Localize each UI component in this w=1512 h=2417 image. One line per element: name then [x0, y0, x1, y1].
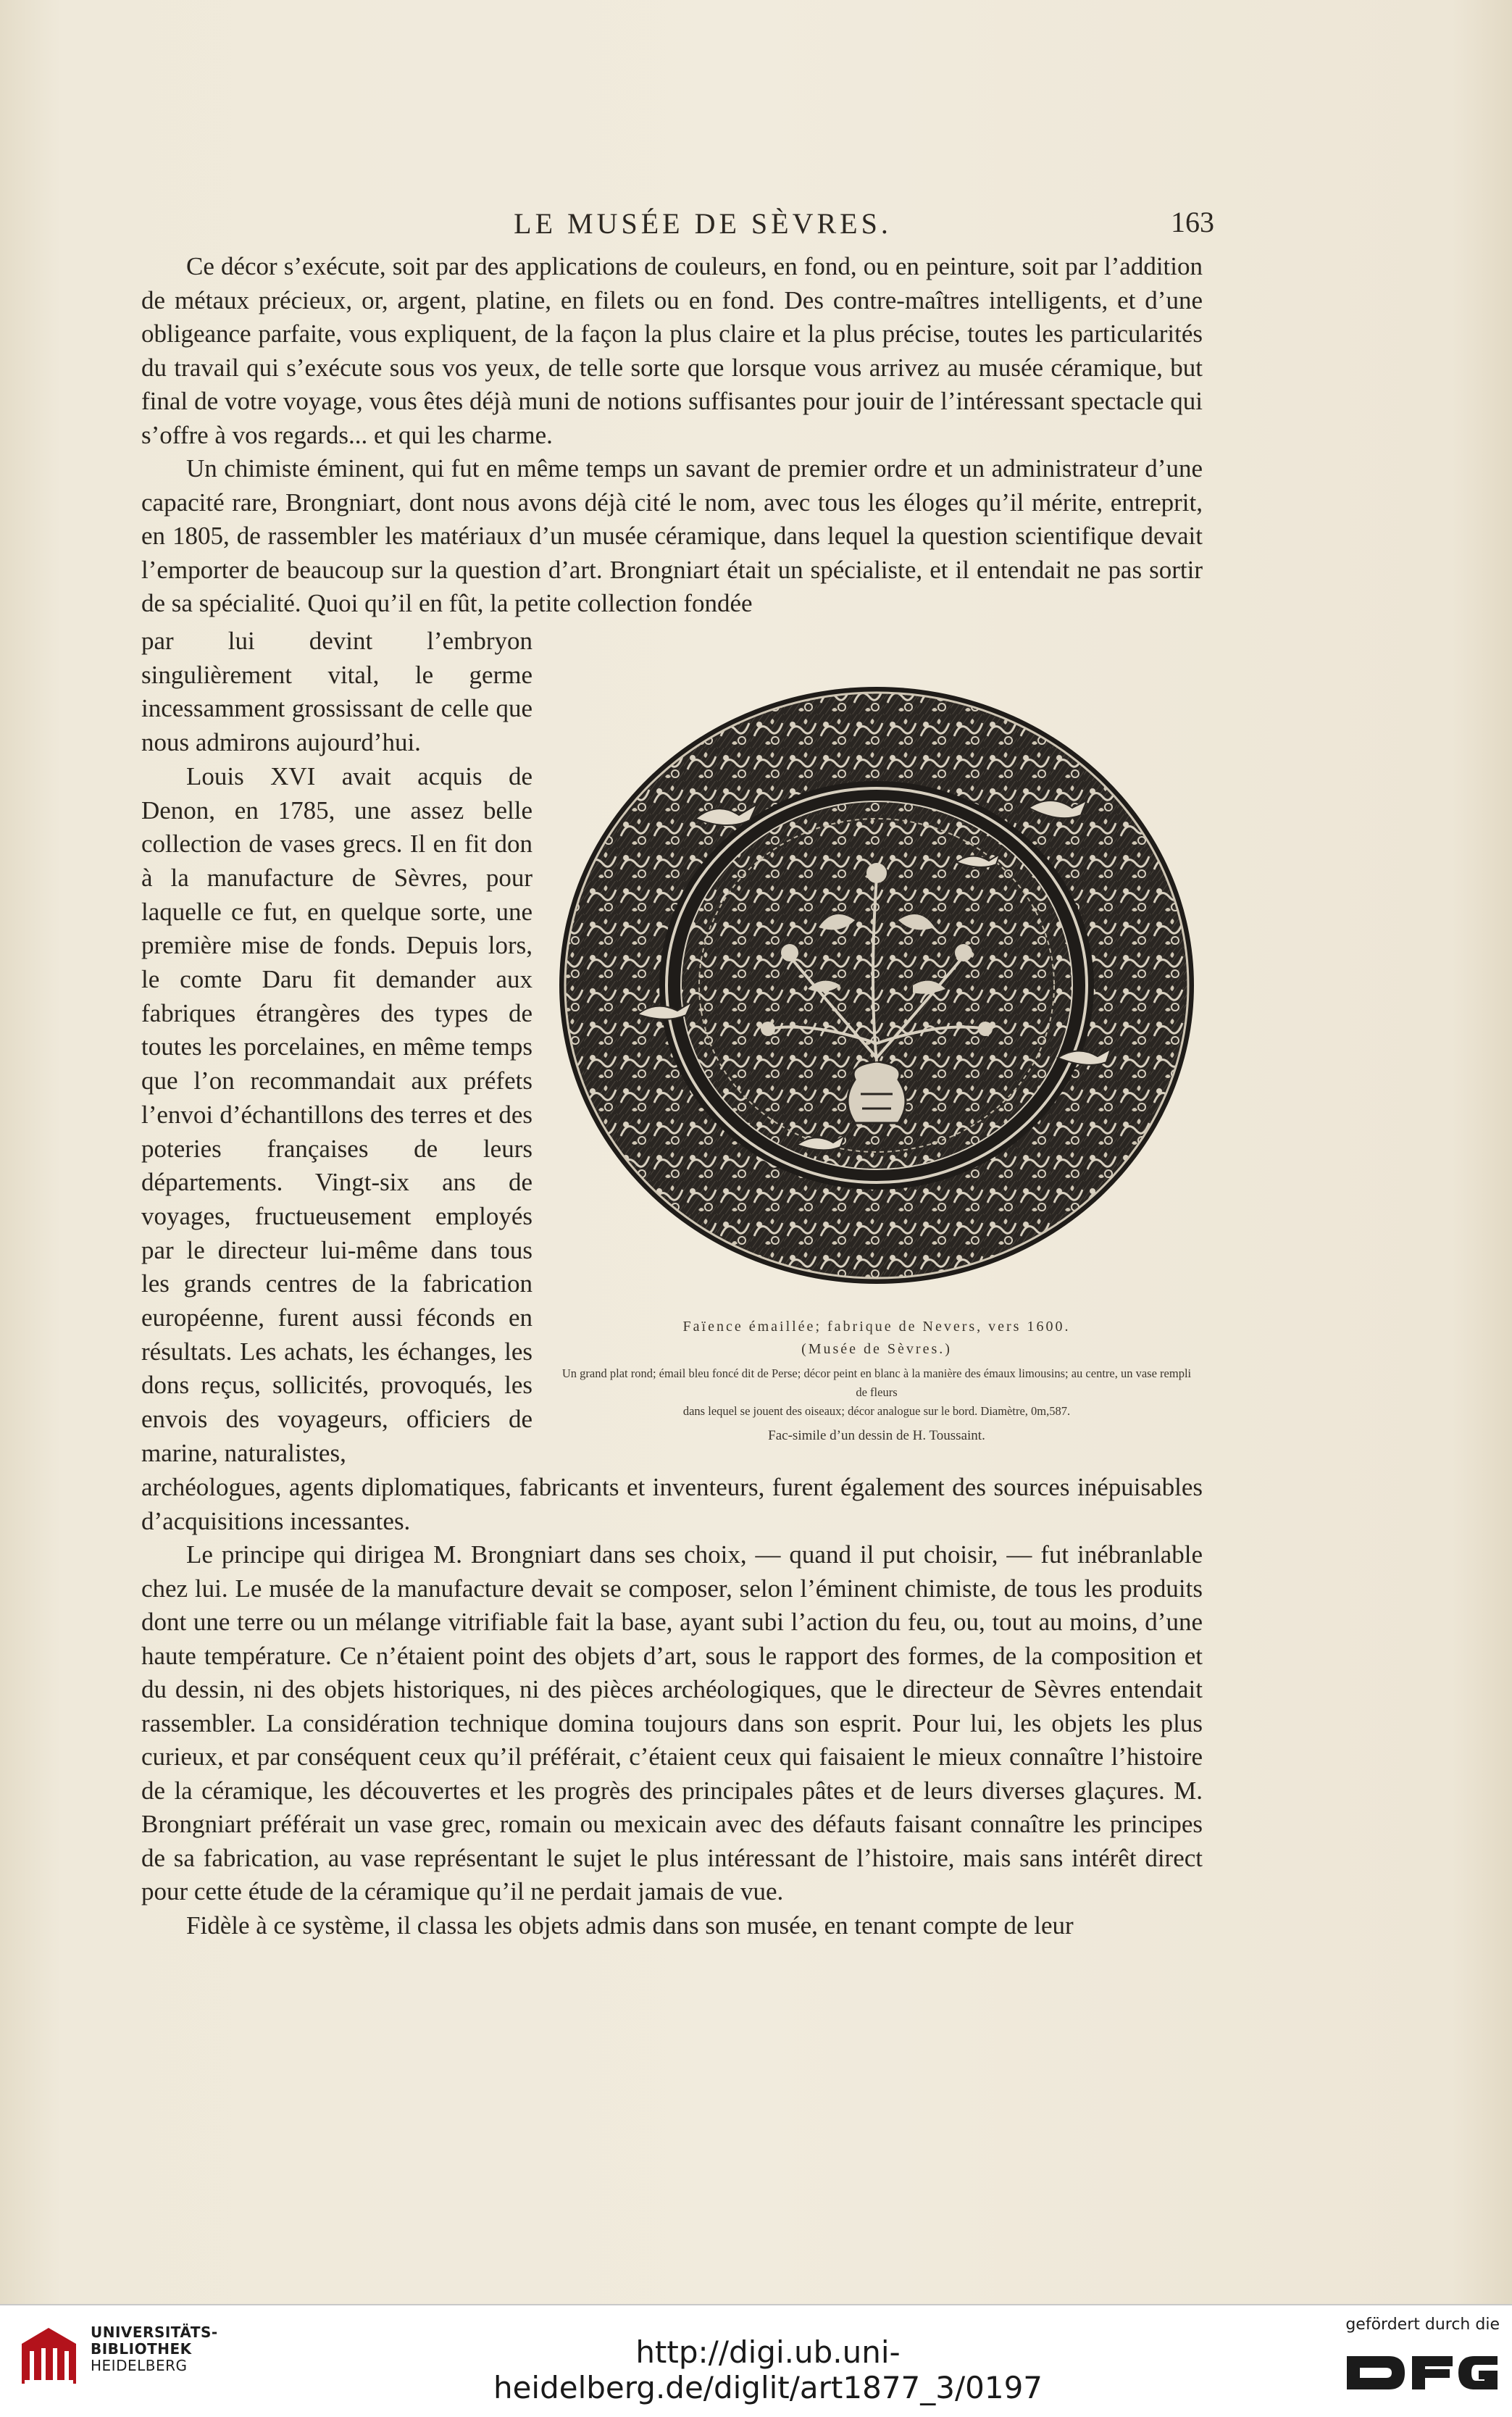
- caption-description-line-2: dans lequel se jouent des oiseaux; décor analogue sur le bord. Diamètre, 0m,587.: [682, 1404, 1071, 1418]
- library-name-line-1: UNIVERSITÄTS-: [91, 2324, 218, 2341]
- library-name-line-2: BIBLIOTHEK: [91, 2340, 192, 2358]
- paragraph-1: Ce décor s’exécute, soit par des applications de couleurs, en fond, ou en peinture, soit par l’addition de métaux précieux, or, argent, platine, en filets ou en fond. Des contre-maîtres intelligents, et d’une obligeance parfaite, vous expliquent, de la façon la plus claire et la plus précise, toutes les particularités du travail qui s’exécute sous vos yeux, de telle sorte que lorsque vous arrivez au musée céramique, but final de votre voyage, vous êtes déjà muni de notions suffisantes pour jouir de l’intéressant spectacle qui s’offre à vos regards... et qui les charme.: [141, 252, 1203, 449]
- caption-description-line-1: Un grand plat rond; émail bleu foncé dit de Perse; décor peint en blanc à la manière des émaux limousins; au centre, un vase rempli de fleurs: [561, 1366, 1192, 1399]
- paragraph-2-wrap: par lui devint l’embryon singulièrement vital, le germe incessamment grossissant de celle que nous admirons aujourd’hui.: [141, 627, 532, 757]
- plate-figure: [551, 681, 1203, 1449]
- library-name-line-3: HEIDELBERG: [91, 2357, 188, 2374]
- paragraph-3-end: archéologues, agents diplomatiques, fabricants et inventeurs, furent également des sources inépuisables d’acquisitions incessantes.: [141, 1473, 1203, 1535]
- footer-divider: [0, 2304, 1512, 2305]
- figure-caption: [551, 1315, 1203, 1447]
- caption-description: [551, 1364, 1203, 1421]
- paragraph-2-top: Un chimiste éminent, qui fut en même temps un savant de premier ordre et un administrateur d’une capacité rare, Brongniart, dont nous avons déjà cité le nom, avec tous les éloges qu’il mérite, entreprit, en 1805, de rassembler les matériaux d’un musée céramique, dans lequel la question scientifique devait l’emporter de beaucoup sur la question d’art. Brongniart était un spécialiste, et il entendait ne pas sortir de sa spécialité. Quoi qu’il en fût, la petite collection fondée: [141, 454, 1203, 617]
- source-url-link[interactable]: http://digi.ub.uni-heidelberg.de/diglit/art1877_3/0197: [493, 2334, 1043, 2405]
- body-text-top: [141, 250, 1203, 621]
- body-text-bottom: [141, 1471, 1203, 1942]
- body-text-wrap: [141, 625, 532, 1471]
- page-number: 163: [1171, 206, 1214, 238]
- paragraph-4: Le principe qui dirigea M. Brongniart dans ses choix, — quand il put choisir, — fut inébranlable chez lui. Le musée de la manufacture devait se composer, selon l’éminent chimiste, de tous les produits dont une terre ou un mélange vitrifiable fait la base, ayant subi l’action du feu, ou, tout au moins, d’une haute température. Ce n’étaient point des objets d’art, sous le rapport des formes, de la composition et du dessin, ni des objets historiques, ni des pièces archéologiques, que le directeur de Sèvres entendait rassembler. La considération technique domina toujours dans son esprit. Pour lui, les objets les plus curieux, et par conséquent ceux qu’il préférait, c’étaient ceux qui faisaient le mieux connaître l’histoire de la céramique, les découvertes et les progrès des principales pâtes et de leurs diverses glaçures. M. Brongniart préférait un vase grec, romain ou mexicain avec des défauts faisant connaître les principes de sa fabrication, au vase représentant le sujet le plus intéressant de l’histoire, mais sans intérêt direct pour cette étude de la céramique qu’il ne perdait jamais de vue.: [141, 1540, 1203, 1905]
- nevers-faience-plate-engraving: [551, 681, 1203, 1304]
- caption-location: (Musée de Sèvres.): [801, 1341, 952, 1357]
- running-head: LE MUSÉE DE SÈVRES.: [514, 207, 892, 240]
- university-library-logo-icon[interactable]: [14, 2322, 83, 2391]
- caption-credit: Fac-simile d’un dessin de H. Toussaint.: [768, 1428, 985, 1443]
- dfg-logo[interactable]: [1344, 2342, 1500, 2404]
- funder-label: gefördert durch die: [1345, 2316, 1500, 2334]
- caption-title: Faïence émaillée; fabrique de Nevers, vers 1600.: [682, 1319, 1071, 1335]
- library-name[interactable]: [91, 2324, 218, 2374]
- paragraph-3-wrap: Louis XVI avait acquis de Denon, en 1785, une assez belle collection de vases grecs. Il en fit don à la manufacture de Sèvres, pour laquelle ce fut, en quelque sorte, une première mise de fonds. Depuis lors, le comte Daru fit demander aux fabriques étrangères des types de toutes les porcelaines, en même temps que l’on recommandait aux préfets l’envoi d’échantillons des terres et des poteries françaises de leurs départements. Vingt-six ans de voyages, fructueusement employés par le directeur lui-même dans tous les grands centres de la fabrication européenne, furent aussi féconds en résultats. Les achats, les échanges, les dons reçus, sollicités, provoqués, les envois des voyageurs, officiers de marine, naturalistes,: [141, 761, 532, 1467]
- paragraph-5: Fidèle à ce système, il classa les objets admis dans son musée, en tenant compte de leur: [186, 1911, 1074, 1940]
